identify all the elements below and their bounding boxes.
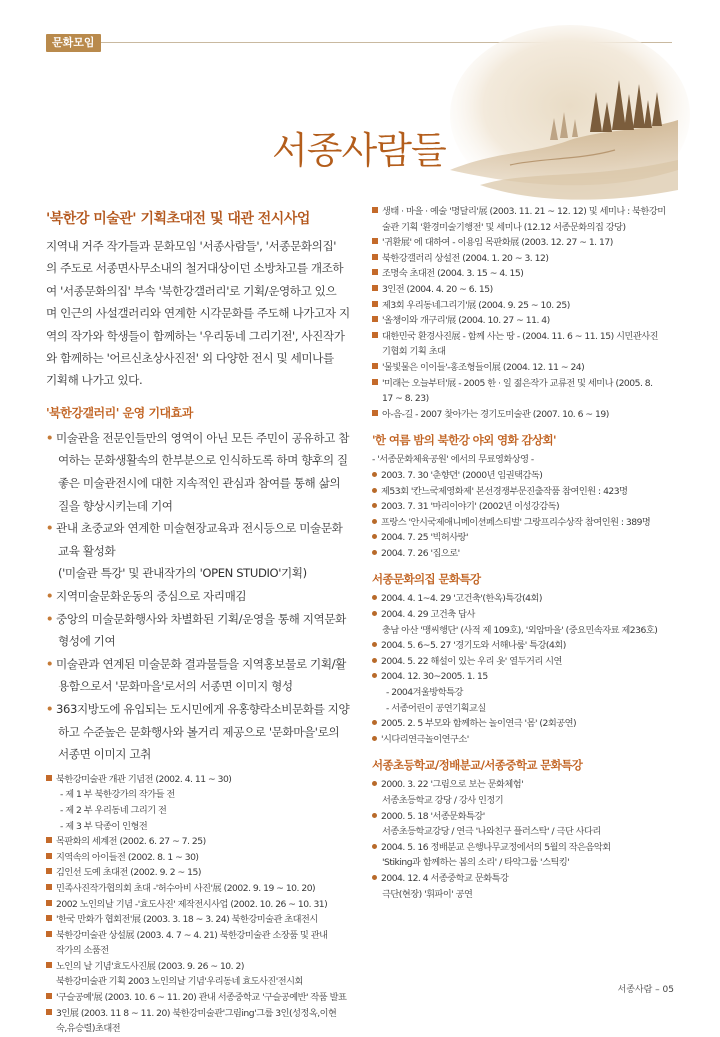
list-item-continued: 기협회 기획 초대 [382, 346, 446, 358]
intro-line: 여 '서종문화의집' 부속 '북한강갤러리'로 기획/운영하고 있으 [46, 283, 337, 298]
movie-text: 2004. 7. 26 '집으로' [381, 547, 460, 559]
dot-bullet-icon [372, 813, 377, 818]
list-item [372, 840, 682, 856]
movie-text: 프랑스 '안시국제애니메이션페스티벌' 그랑프리수상작 참여인원 : 389명 [381, 516, 651, 528]
square-bullet-icon [372, 285, 378, 291]
list-item-text: 생태 · 마을 · 예술 '명달리'展 (2003. 11. 21 ~ 12. 12) 및 세미나 : 북한강미 [382, 206, 666, 217]
square-bullet-icon [372, 379, 378, 385]
list-item [46, 928, 364, 944]
dot-bullet-icon [372, 673, 377, 678]
right-column [372, 204, 682, 902]
movie-item [372, 515, 682, 531]
movie-text: 2003. 7. 31 '마리이야기' (2002년 이성강감독) [381, 501, 560, 513]
list-item-text: 제3회 우리동네그리기'展 (2004. 9. 25 ~ 10. 25) [382, 299, 570, 311]
square-bullet-icon [46, 962, 52, 968]
effect-text-continued: 좋은 미술관전시에 대한 지속적인 관심과 참여를 통해 삶의 [58, 476, 341, 491]
movie-text: 2004. 7. 25 '빅허사랑' [381, 532, 469, 544]
list-item [46, 881, 364, 897]
effects-list [46, 427, 364, 766]
list-item-text: 2005. 2. 5 부모와 함께하는 놀이연극 '몸' (2회공연) [381, 718, 577, 730]
school-heading: 서종초등학교/정배분교/서종중학교 문화특강 [372, 758, 583, 773]
effect-text: 관내 초중교와 연계한 미술현장교육과 전시등으로 미술문화 [56, 521, 343, 536]
intro-line: 역의 작가와 학생들이 함께하는 '우리동네 그리기전', 사진작가 [46, 328, 345, 343]
effect-text: 363지방도에 유입되는 도시민에게 유홍향락소비문화를 지양 [56, 701, 350, 716]
list-item-continued: 서종초등학교강당 / 연극 '나와친구 플러스탁' / 극단 사다리 [382, 826, 601, 838]
school-list [372, 777, 682, 902]
dot-bullet-icon [372, 658, 377, 663]
culture-house-list [372, 591, 682, 747]
intro-line: 기획해 나가고 있다. [46, 373, 143, 388]
square-bullet-icon [46, 900, 52, 906]
list-item [46, 772, 364, 788]
list-item [372, 204, 682, 220]
list-item-continued: 술관 기획 '환경미술기행전' 및 세미나 (12.12 서종문화의집 강당) [382, 221, 626, 233]
movie-intro: - '서종문화체육공원' 에서의 무료영화상영 - [372, 454, 534, 466]
bullet-dot-icon: • [46, 656, 54, 671]
dot-bullet-icon [372, 503, 377, 508]
effect-text-continued: 교육 활성화 [58, 543, 116, 558]
list-item-text: '귀환展' 에 대하여 - 이용임 목판화展 (2003. 12. 27 ~ 1. 17) [382, 237, 613, 249]
list-item [46, 990, 364, 1006]
list-item-text: 2004. 5. 6~5. 27 '경기도와 서해나룸' 특강(4회) [381, 640, 566, 652]
square-bullet-icon [46, 837, 52, 843]
list-item [372, 669, 682, 685]
dot-bullet-icon [372, 642, 377, 647]
square-bullet-icon [372, 269, 378, 275]
effect-item [46, 608, 364, 631]
list-item [372, 407, 682, 423]
list-subitem: - 서종어린이 공연기획교실 [386, 702, 486, 714]
list-item [372, 638, 682, 654]
dot-bullet-icon [372, 488, 377, 493]
movie-item [372, 530, 682, 546]
left-column [46, 208, 364, 1037]
intro-line: 와 함께하는 '어르신초상사진전' 외 다양한 전시 및 세미나를 [46, 351, 334, 366]
movie-item [372, 484, 682, 500]
effect-text-continued: ('미술관 특강' 및 관내작가의 'OPEN STUDIO'기획) [58, 566, 307, 581]
dot-bullet-icon [372, 736, 377, 741]
list-item [372, 266, 682, 282]
list-item [372, 329, 682, 345]
dot-bullet-icon [372, 595, 377, 600]
page-title: 서종사람들 [272, 129, 446, 172]
list-item [46, 912, 364, 928]
movie-text: 2003. 7. 30 '춘향뎐' (2000년 임권택감독) [381, 469, 543, 481]
list-item [46, 850, 364, 866]
square-bullet-icon [372, 363, 378, 369]
list-item [46, 897, 364, 913]
list-item-text: 아-음-길 - 2007 찾아가는 경기도미술관 (2007. 10. 6 ~ 19) [382, 408, 609, 420]
square-bullet-icon [46, 868, 52, 874]
square-bullet-icon [46, 915, 52, 921]
square-bullet-icon [46, 853, 52, 859]
square-bullet-icon [372, 410, 378, 416]
list-item-text: '시다리연극놀이연구소' [381, 733, 469, 745]
list-item-continued: 극단(현장) '휘파이' 공연 [382, 888, 473, 900]
bullet-dot-icon: • [46, 521, 54, 536]
dot-bullet-icon [372, 720, 377, 725]
list-item [46, 1006, 364, 1022]
list-item-continued: 북한강미술관 기획 2003 노인의날 기념'우리동네 효도사진'전시회 [56, 976, 303, 988]
dot-bullet-icon [372, 875, 377, 880]
effect-item [46, 698, 364, 721]
bullet-dot-icon: • [46, 701, 54, 716]
list-item [372, 282, 682, 298]
list-subitem: - 2004겨울방학특강 [386, 687, 463, 699]
list-item-text: '물빛물은 이이들'-홍조형들이展 (2004. 12. 11 ~ 24) [382, 361, 585, 373]
list-item-continued: 충남 아산 '맹씨행단' (사적 제 109호), '외암마을' (중요민속자료 제236호) [382, 624, 658, 636]
dot-bullet-icon [372, 781, 377, 786]
culture-house-heading: 서종문화의집 문화특강 [372, 572, 481, 587]
list-item-text: 2004. 5. 22 해설이 있는 우리 옷' 열두거리 시연 [381, 655, 562, 667]
list-item-text: '미래는 오늘부터'展 - 2005 한 · 일 젊은작가 교류전 및 세미나 (2005. 8. [382, 377, 653, 389]
gallery-heading: '북한강 미술관' 기획초대전 및 대관 전시사업 [46, 211, 310, 227]
effect-text: 지역미술문화운동의 중심으로 자리매김 [56, 589, 247, 603]
list-item-text: 2002 노인의날 기념 -'효도사진' 제작전시사업 (2002. 10. 26 ~ 10. 31) [56, 898, 328, 910]
effect-text-continued: 하고 수준높은 문화행사와 볼거리 제공으로 '문화마을'로의 [58, 724, 340, 739]
list-item-continued: 17 ~ 8. 23) [382, 393, 429, 405]
dot-bullet-icon [372, 534, 377, 539]
list-item-text: 2004. 12. 30~2005. 1. 15 [381, 671, 488, 683]
list-item-text: 김인선 도예 초대전 (2002. 9. 2 ~ 15) [56, 867, 201, 879]
effect-text-continued: 형성에 기여 [58, 634, 116, 649]
list-item-text: '구슬공예'展 (2003. 10. 6 ~ 11. 20) 관내 서종중학교 '구슬공예반' 작품 발표 [56, 992, 347, 1004]
list-item [46, 834, 364, 850]
list-item [46, 865, 364, 881]
effect-item [46, 585, 364, 608]
list-item-text: 노인의 날 기념'효도사진展 (2003. 9. 26 ~ 10. 2) [56, 960, 244, 972]
list-subitem: - 제 2 부 우리동네 그리기 전 [60, 804, 167, 816]
list-item [372, 607, 682, 623]
list-item-text: 2004. 5. 16 정배분교 은행나무교정에서의 5월의 작은음악회 [381, 841, 611, 853]
square-bullet-icon [372, 207, 378, 213]
square-bullet-icon [372, 316, 378, 322]
list-item-continued: 'Stiking과 함께하는 봄의 소리' / 타악그룹 '스틱킹' [382, 857, 570, 869]
list-item [372, 591, 682, 607]
movie-item [372, 546, 682, 562]
list-item-text: 조명숙 초대전 (2004. 3. 15 ~ 4. 15) [382, 268, 524, 280]
square-bullet-icon [46, 993, 52, 999]
list-item [372, 732, 682, 748]
list-subitem: - 제 1 부 북한강가의 작가들 전 [60, 789, 175, 801]
effect-item [46, 653, 364, 676]
list-item-continued: 숙,유승렬)초대전 [56, 1023, 121, 1035]
dot-bullet-icon [372, 472, 377, 477]
exhibition-list-continued [372, 204, 682, 422]
list-item [372, 251, 682, 267]
list-item [372, 777, 682, 793]
list-item [372, 871, 682, 887]
movie-list [372, 468, 682, 562]
list-item [372, 654, 682, 670]
bullet-dot-icon: • [46, 430, 54, 445]
list-item [372, 376, 682, 392]
movie-text: 제53회 '칸느국제영화제' 본선경쟁부문진출작품 참여인원 : 423명 [381, 485, 628, 497]
bullet-dot-icon: • [46, 611, 54, 626]
intro-line: 며 인근의 사설갤러리와 연계한 시각문화를 주도해 나가고자 지 [46, 306, 350, 321]
movie-item [372, 499, 682, 515]
list-item-text: 민족사진작가협의회 초대 -'허수아비 사진'展 (2002. 9. 19 ~ 10. 20) [56, 882, 316, 894]
square-bullet-icon [372, 254, 378, 260]
list-item-text: '올챙이와 개구리'展 (2004. 10. 27 ~ 11. 4) [382, 315, 550, 327]
movie-heading: '한 여름 밤의 북한강 야외 영화 감상회' [372, 433, 556, 448]
list-item-text: 2000. 5. 18 '서종문화특강' [381, 810, 485, 822]
dot-bullet-icon [372, 611, 377, 616]
square-bullet-icon [372, 238, 378, 244]
list-item [372, 360, 682, 376]
list-item [372, 235, 682, 251]
list-item [372, 716, 682, 732]
effect-text: 미술관과 연계된 미술문화 결과물들을 지역홍보물로 기획/활 [56, 656, 346, 671]
list-item [372, 298, 682, 314]
bullet-dot-icon: • [46, 589, 54, 603]
list-subitem: - 제 3 부 닥종이 인형전 [60, 820, 148, 832]
dot-bullet-icon [372, 550, 377, 555]
effect-item [46, 427, 364, 450]
square-bullet-icon [46, 1009, 52, 1015]
page-footer: 서종사람 – 05 [617, 985, 674, 995]
list-item-continued: 작가의 소품전 [56, 945, 109, 957]
effect-text: 미술관을 전문인들만의 영역이 아닌 모든 주민이 공유하고 참 [56, 430, 350, 445]
square-bullet-icon [46, 775, 52, 781]
dot-bullet-icon [372, 519, 377, 524]
effect-text-continued: 용함으로서 '문화마을'로서의 서종면 이미지 형성 [58, 679, 293, 694]
square-bullet-icon [372, 301, 378, 307]
square-bullet-icon [46, 931, 52, 937]
list-item-text: 2004. 4. 29 고건축 답사 [381, 609, 475, 621]
dot-bullet-icon [372, 844, 377, 849]
effect-text-continued: 서종면 이미지 고취 [58, 747, 151, 762]
effects-heading: '북한강갤러리' 운영 기대효과 [46, 405, 193, 420]
list-item-text: 지역속의 아이들전 (2002. 8. 1 ~ 30) [56, 851, 199, 863]
list-item-text: 대한민국 환경사진展 - 함께 사는 땅 - (2004. 11. 6 ~ 11. 15) 시민관사진 [382, 330, 658, 342]
list-item-text: '한국 만화가 협회전'展 (2003. 3. 18 ~ 3. 24) 북한강미술관 초대전시 [56, 914, 318, 926]
list-item [372, 809, 682, 825]
list-item-continued: 서종초등학교 강당 / 강사 인정기 [382, 795, 504, 806]
intro-line: 지역내 거주 작가들과 문화모임 '서종사람들', '서종문화의집' [46, 239, 337, 253]
effect-text-continued: 여하는 문화생활속의 한부분으로 인식하도록 하며 향후의 질 [58, 453, 348, 468]
list-item-text: 3인展 (2003. 11 8 ~ 11. 20) 북한강미술관'그림ing'그룹 3인(성정옥,이현 [56, 1007, 337, 1019]
square-bullet-icon [46, 884, 52, 890]
list-item-text: 목판화의 세계전 (2002. 6. 27 ~ 7. 25) [56, 836, 206, 848]
landscape-illustration [440, 20, 680, 210]
list-item [372, 313, 682, 329]
list-item-text: 북한강갤러리 상설전 (2004. 1. 20 ~ 3. 12) [382, 252, 549, 264]
list-item-text: 3인전 (2004. 4. 20 ~ 6. 15) [382, 283, 493, 295]
intro-line: 의 주도로 서종면사무소내의 철거대상이던 소방차고를 개조하 [46, 261, 344, 276]
list-item [46, 959, 364, 975]
list-item-text: 2000. 3. 22 '그림으로 보는 문화체험' [381, 779, 524, 791]
list-item-text: 2004. 4. 1~4. 29 '고건축'(한옥)특강(4회) [381, 593, 542, 605]
effect-item [46, 517, 364, 540]
effect-text-continued: 질을 향상시키는데 기여 [58, 498, 173, 513]
section-tag: 문화모임 [46, 34, 101, 52]
exhibition-list [46, 772, 364, 1037]
movie-item [372, 468, 682, 484]
list-item-text: 2004. 12. 4 서종중학교 문화특강 [381, 872, 509, 884]
effect-text: 중앙의 미술문화행사와 차별화된 기획/운영을 통해 지역문화 [56, 611, 346, 626]
list-item-text: 북한강미술관 개관 기념전 (2002. 4. 11 ~ 30) [56, 773, 232, 785]
intro-paragraph [46, 235, 364, 392]
list-item-text: 북한강미술관 상설展 (2003. 4. 7 ~ 4. 21) 북한강미술관 소장품 및 관내 [56, 929, 328, 941]
square-bullet-icon [372, 332, 378, 338]
